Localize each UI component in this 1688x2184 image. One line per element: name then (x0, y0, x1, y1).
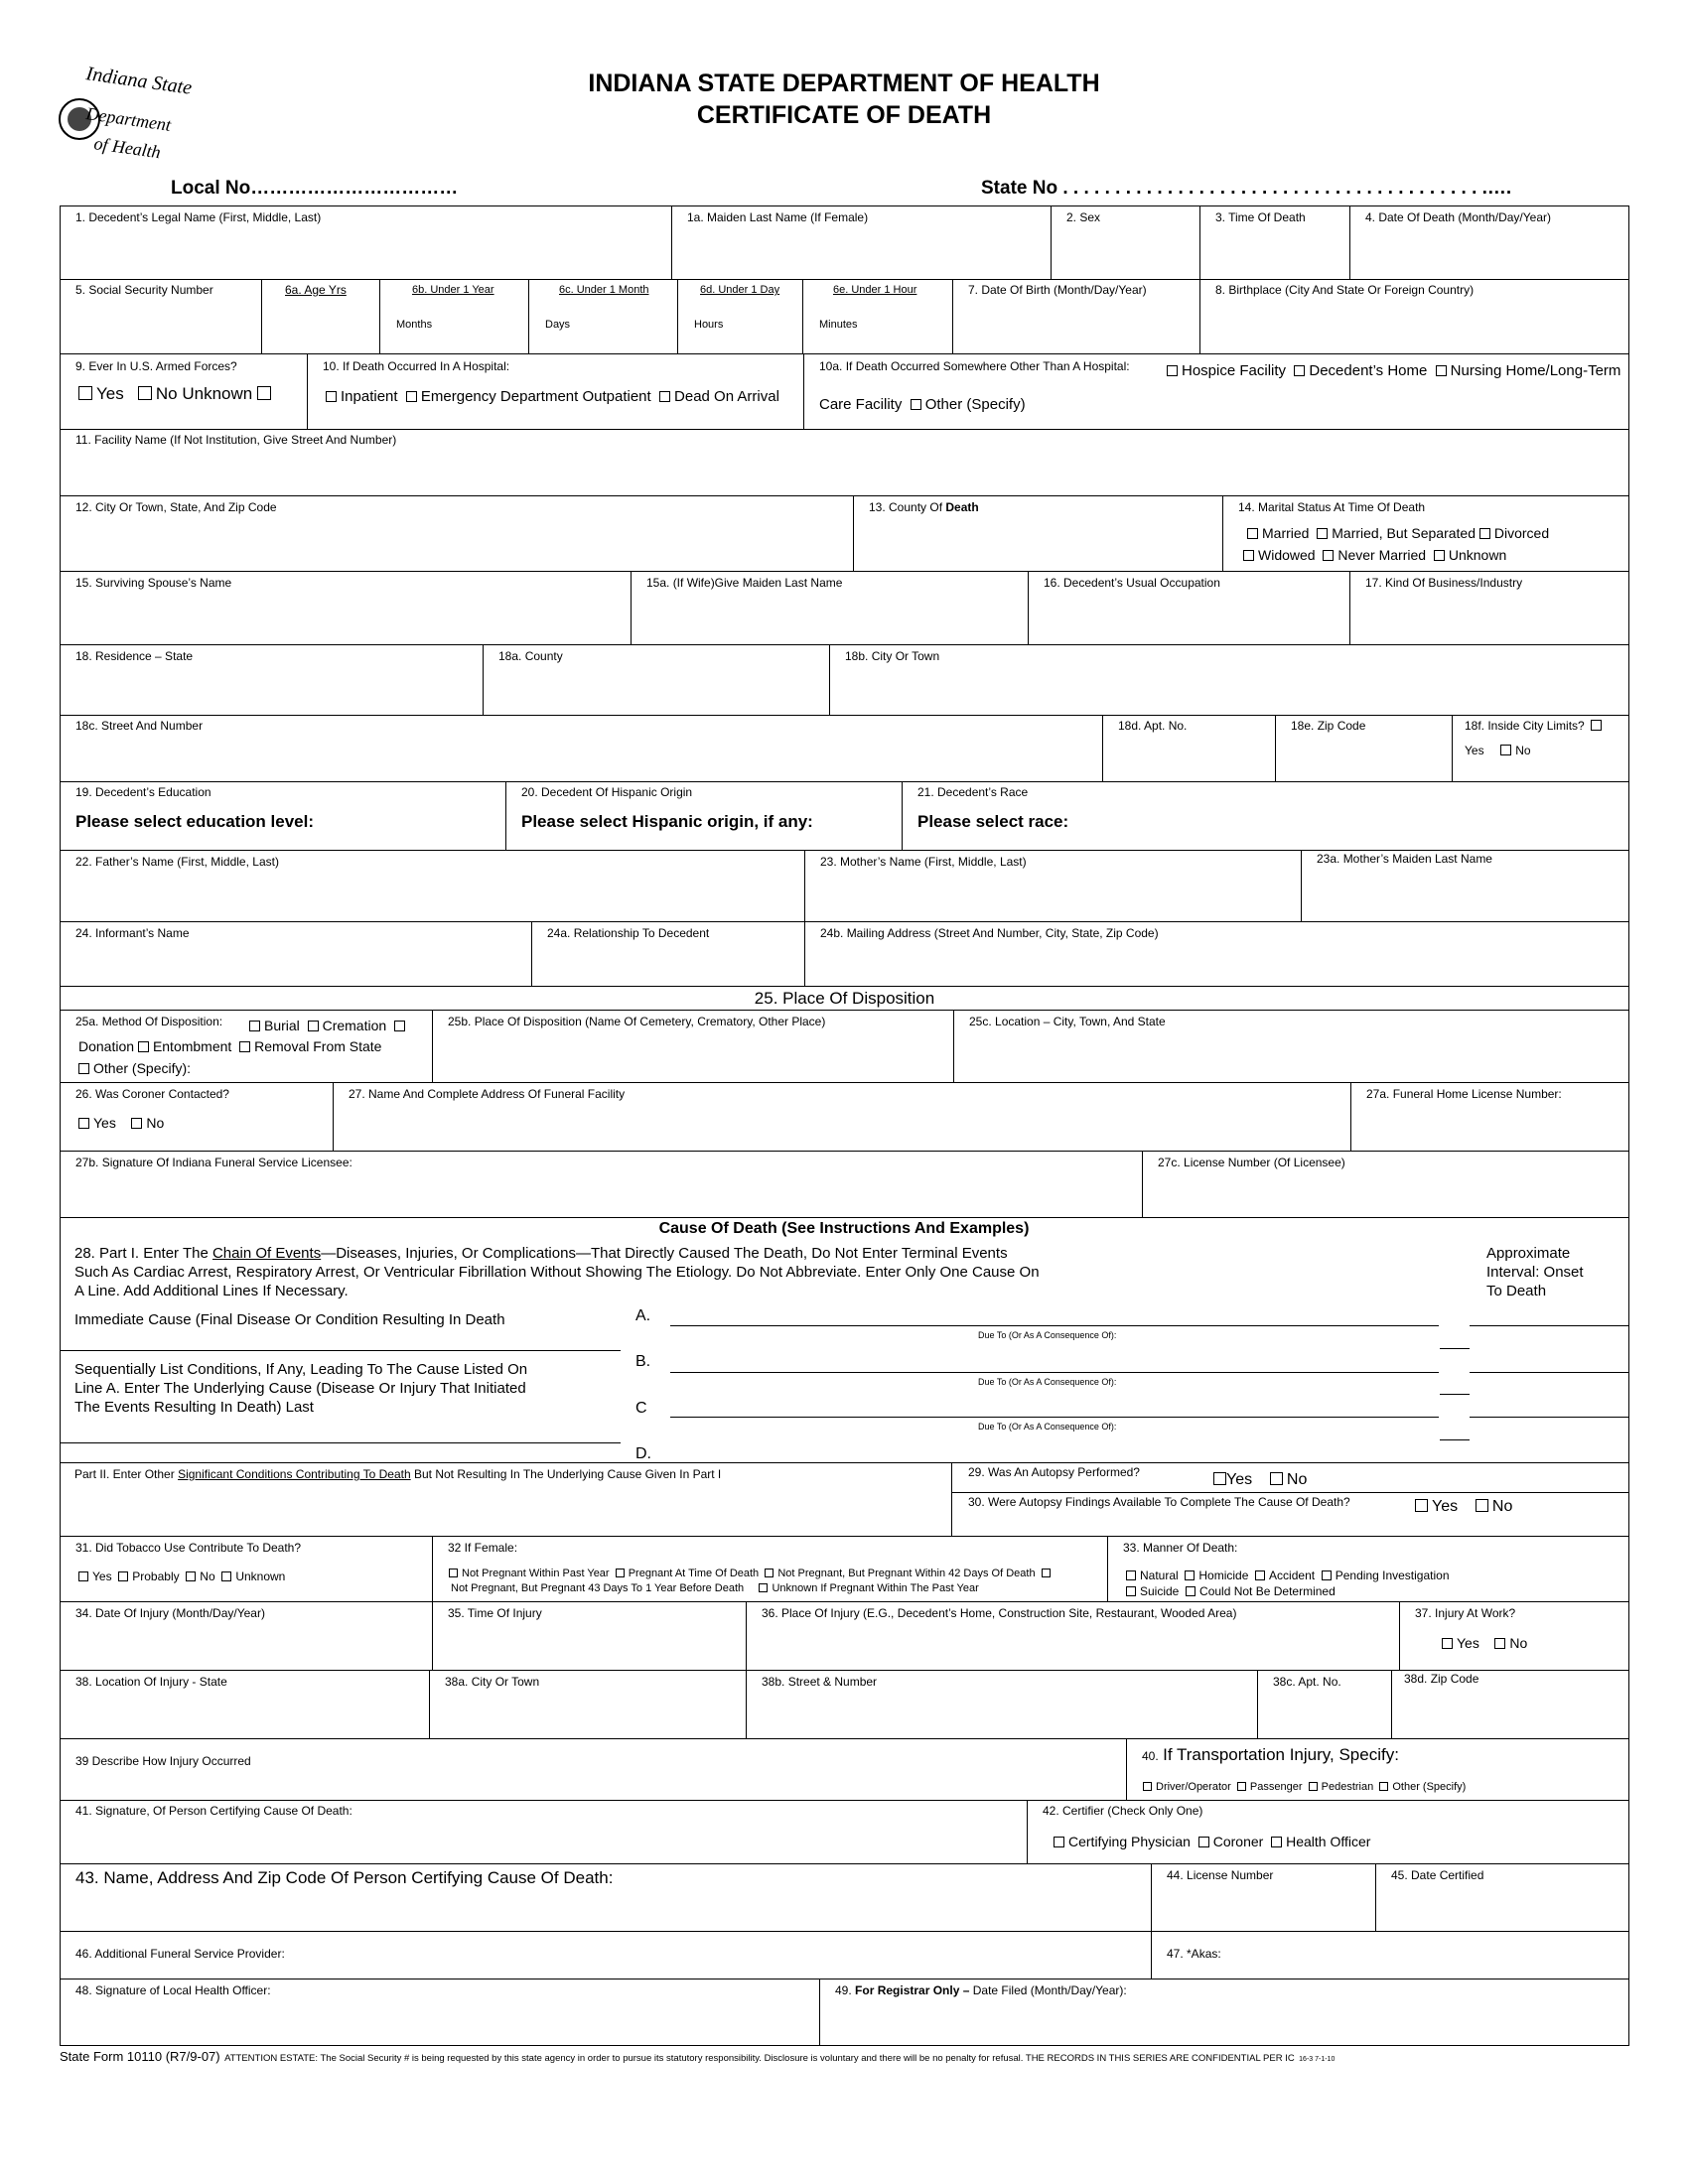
separated-checkbox[interactable] (1317, 528, 1328, 539)
armed-yes-checkbox[interactable] (78, 386, 92, 400)
field-mailing-address[interactable]: 24b. Mailing Address (Street And Number, City, State, Zip Code) (804, 921, 1629, 987)
field-inside-city-limits: 18f. Inside City Limits? Yes No (1452, 715, 1629, 782)
divorced-checkbox[interactable] (1479, 528, 1490, 539)
pregnant-42-days-checkbox[interactable] (765, 1569, 774, 1577)
field-hispanic-origin[interactable]: 20. Decedent Of Hispanic Origin Please select Hispanic origin, if any: (505, 781, 903, 851)
interval-divider-c (1440, 1439, 1470, 1440)
field-injury-state[interactable]: 38. Location Of Injury - State (60, 1670, 430, 1739)
entombment-checkbox[interactable] (138, 1041, 149, 1052)
field-disposition-method: 25a. Method Of Disposition: Burial Cremation Donation Entombment Removal From State Other (Specify): (60, 1010, 433, 1083)
line-c-letter: C (635, 1400, 647, 1417)
field-date-of-death[interactable]: 4. Date Of Death (Month/Day/Year) (1349, 205, 1629, 280)
pedestrian-checkbox[interactable] (1309, 1782, 1318, 1791)
field-other-than-hospital: 10a. If Death Occurred Somewhere Other Than A Hospital: Hospice Facility Decedent’s Home Nursing Home/Long-Term Care Facility Other (Specify) (803, 353, 1629, 430)
due-to-b: Due To (Or As A Consequence Of): (978, 1377, 1117, 1387)
findings-no-checkbox[interactable] (1476, 1499, 1488, 1512)
burial-checkbox[interactable] (249, 1021, 260, 1031)
field-hospital-death: 10. If Death Occurred In A Hospital: Inpatient Emergency Department Outpatient Dead On Arrival (307, 353, 804, 430)
removal-checkbox[interactable] (239, 1041, 250, 1052)
part2-label: Part II. Enter Other Significant Conditions Contributing To Death But Not Resulting In The Underlying Cause Given In Part I (74, 1467, 722, 1481)
cause-line-c[interactable] (670, 1417, 1439, 1418)
work-yes-checkbox[interactable] (1442, 1638, 1453, 1649)
autopsy-question: 29. Was An Autopsy Performed? (968, 1465, 1140, 1479)
field-facility-name[interactable]: 11. Facility Name (If Not Institution, Give Street And Number) (60, 429, 1629, 496)
cremation-checkbox[interactable] (308, 1021, 319, 1031)
field-injury-city[interactable]: 38a. City Or Town (429, 1670, 747, 1739)
field-certifier-type: 42. Certifier (Check Only One) Certifying Physician Coroner Health Officer (1027, 1800, 1629, 1864)
interval-line-c[interactable] (1470, 1417, 1628, 1418)
field-akas[interactable]: 47. *Akas: (1151, 1931, 1629, 1979)
line-d-letter: D. (635, 1445, 651, 1462)
married-checkbox[interactable] (1247, 528, 1258, 539)
field-funeral-facility[interactable]: 27. Name And Complete Address Of Funeral Facility (333, 1082, 1351, 1152)
interval-divider-b (1440, 1394, 1470, 1395)
field-tobacco: 31. Did Tobacco Use Contribute To Death? Yes Probably No Unknown (60, 1536, 433, 1602)
svg-text:Indiana State: Indiana State (84, 63, 194, 99)
findings-yes-checkbox[interactable] (1415, 1499, 1428, 1512)
line-b-letter: B. (635, 1353, 651, 1370)
field-pregnancy: 32 If Female: Not Pregnant Within Past Year Pregnant At Time Of Death Not Pregnant, But Pregnant Within 42 Days Of Death Not Pregnant, But Pregnant 43 Days To 1 Year Before Death Unknown If Pregnant Within The Past Year (432, 1536, 1108, 1602)
part2-divider (951, 1462, 952, 1537)
field-date-of-birth[interactable]: 7. Date Of Birth (Month/Day/Year) (952, 279, 1200, 354)
cause-line-b[interactable] (670, 1372, 1439, 1373)
field-street-number[interactable]: 18c. Street And Number (60, 715, 1103, 782)
autopsy-options: Yes No (1213, 1471, 1307, 1489)
onset-interval-heading: Approximate Interval: Onset To Death (1486, 1245, 1584, 1299)
footer-notice: State Form 10110 (R7/9-07) ATTENTION ESTATE: The Social Security # is being requested by this state agency in order to pursue its statutory responsibility. Disclosure is voluntary and there will be no penalty for refusal. THE RECORDS IN THIS SERIES ARE CONFIDENTIAL PER IC 16-3 7-1-10 (60, 2049, 1336, 2064)
field-certifier-license[interactable]: 44. License Number (1151, 1863, 1376, 1932)
interval-line-b[interactable] (1470, 1372, 1628, 1373)
autopsy-yes-checkbox[interactable] (1213, 1472, 1226, 1485)
field-disposition-location[interactable]: 25c. Location – City, Town, And State (953, 1010, 1629, 1083)
state-number: State No . . . . . . . . . . . . . . . . . . . . . . . . . . . . . . . . . . . . . . . . .…. (981, 178, 1512, 199)
field-date-filed[interactable]: 49. For Registrar Only – Date Filed (Month/Day/Year): (819, 1979, 1629, 2046)
inpatient-checkbox[interactable] (326, 391, 337, 402)
undetermined-checkbox[interactable] (1186, 1586, 1196, 1596)
field-birthplace[interactable]: 8. Birthplace (City And State Or Foreign Country) (1199, 279, 1629, 354)
nursing-home-checkbox[interactable] (1436, 365, 1447, 376)
field-sex[interactable]: 2. Sex (1051, 205, 1200, 280)
field-education[interactable]: 19. Decedent’s Education Please select education level: (60, 781, 506, 851)
immediate-cause-divider (60, 1350, 621, 1351)
field-disposition-place[interactable]: 25b. Place Of Disposition (Name Of Cemetery, Crematory, Other Place) (432, 1010, 954, 1083)
field-certifier-signature[interactable]: 41. Signature, Of Person Certifying Cause Of Death: (60, 1800, 1028, 1864)
widowed-checkbox[interactable] (1243, 550, 1254, 561)
pregnant-at-death-checkbox[interactable] (616, 1569, 625, 1577)
sequential-conditions-label: Sequentially List Conditions, If Any, Leading To The Cause Listed On Line A. Enter The Underlying Cause (Disease Or Injury That Initiated The Events Resulting In Death) Last (74, 1361, 528, 1416)
field-injury-apt[interactable]: 38c. Apt. No. (1257, 1670, 1392, 1739)
passenger-checkbox[interactable] (1237, 1782, 1246, 1791)
immediate-cause-label: Immediate Cause (Final Disease Or Condition Resulting In Death (74, 1311, 505, 1328)
form-title-line1: INDIANA STATE DEPARTMENT OF HEALTH (588, 69, 1100, 97)
natural-checkbox[interactable] (1126, 1570, 1136, 1580)
transport-other-checkbox[interactable] (1379, 1782, 1388, 1791)
field-injury-zip[interactable]: 38d. Zip Code (1391, 1670, 1629, 1739)
interval-line-a[interactable] (1470, 1325, 1628, 1326)
decedent-home-checkbox[interactable] (1294, 365, 1305, 376)
never-married-checkbox[interactable] (1323, 550, 1334, 561)
field-date-of-injury[interactable]: 34. Date Of Injury (Month/Day/Year) (60, 1601, 433, 1671)
field-residence-county[interactable]: 18a. County (483, 644, 830, 716)
local-number: Local No…………………………… (171, 178, 459, 199)
field-date-certified[interactable]: 45. Date Certified (1375, 1863, 1629, 1932)
education-select[interactable]: Please select education level: (75, 812, 315, 831)
part2-top-border (60, 1462, 1629, 1463)
field-additional-funeral-provider[interactable]: 46. Additional Funeral Service Provider: (60, 1931, 1152, 1979)
pregnancy-unknown-checkbox[interactable] (759, 1583, 768, 1592)
tobacco-probably-checkbox[interactable] (118, 1571, 128, 1581)
dead-on-arrival-checkbox[interactable] (659, 391, 670, 402)
field-father-name[interactable]: 22. Father’s Name (First, Middle, Last) (60, 850, 805, 922)
disposition-section-header: 25. Place Of Disposition (60, 986, 1629, 1011)
field-informant-name[interactable]: 24. Informant’s Name (60, 921, 532, 987)
field-health-officer-signature[interactable]: 48. Signature of Local Health Officer: (60, 1979, 820, 2046)
other-place-checkbox[interactable] (911, 399, 921, 410)
accident-checkbox[interactable] (1255, 1570, 1265, 1580)
health-officer-checkbox[interactable] (1271, 1837, 1282, 1847)
field-marital-status: 14. Marital Status At Time Of Death Married Married, But Separated Divorced Widowed Never Married Unknown (1222, 495, 1629, 572)
part1-instructions: 28. Part I. Enter The Chain Of Events—Diseases, Injuries, Or Complications—That Directly Caused The Death, Do Not Enter Terminal Events Such As Cardiac Arrest, Respiratory Arrest, Or Ventricular Fibrillation Without Showing The Etiology. Do Not Abbreviate. Enter Only One Cause On A Line. Add Additional Lines If Necessary. (74, 1245, 1040, 1299)
field-mother-maiden-name[interactable]: 23a. Mother’s Maiden Last Name (1301, 850, 1629, 922)
hospice-checkbox[interactable] (1167, 365, 1178, 376)
coroner-checkbox[interactable] (1198, 1837, 1209, 1847)
armed-unknown-checkbox[interactable] (257, 386, 271, 400)
city-limits-no-checkbox[interactable] (1500, 745, 1511, 755)
field-coroner-contacted: 26. Was Coroner Contacted? Yes No (60, 1082, 334, 1152)
work-no-checkbox[interactable] (1494, 1638, 1505, 1649)
field-how-injury-occurred[interactable]: 39 Describe How Injury Occurred (60, 1738, 1127, 1801)
suicide-checkbox[interactable] (1126, 1586, 1136, 1596)
driver-checkbox[interactable] (1143, 1782, 1152, 1791)
autopsy-no-checkbox[interactable] (1270, 1472, 1283, 1485)
field-residence-state[interactable]: 18. Residence – State (60, 644, 484, 716)
autopsy-findings-question: 30. Were Autopsy Findings Available To Complete The Cause Of Death? (968, 1495, 1350, 1509)
field-race[interactable]: 21. Decedent’s Race Please select race: (902, 781, 1629, 851)
field-apt-no[interactable]: 18d. Apt. No. (1102, 715, 1276, 782)
field-mother-name[interactable]: 23. Mother’s Name (First, Middle, Last) (804, 850, 1302, 922)
autopsy-divider (951, 1492, 1629, 1493)
tobacco-yes-checkbox[interactable] (78, 1571, 88, 1581)
donation-checkbox[interactable] (394, 1021, 405, 1031)
field-under-1-day[interactable]: 6d. Under 1 Day Hours (677, 279, 803, 354)
pregnant-43-days-checkbox[interactable] (1042, 1569, 1051, 1577)
field-residence-city[interactable]: 18b. City Or Town (829, 644, 1629, 716)
marital-unknown-checkbox[interactable] (1434, 550, 1445, 561)
coroner-yes-checkbox[interactable] (78, 1118, 89, 1129)
svg-text:Department: Department (84, 103, 173, 135)
field-informant-relationship[interactable]: 24a. Relationship To Decedent (531, 921, 805, 987)
field-funeral-license[interactable]: 27a. Funeral Home License Number: (1350, 1082, 1629, 1152)
field-manner-of-death: 33. Manner Of Death: Natural Homicide Accident Pending Investigation Suicide Could Not Be Determined (1107, 1536, 1629, 1602)
field-time-of-injury[interactable]: 35. Time Of Injury (432, 1601, 747, 1671)
field-city-state-zip[interactable]: 12. City Or Town, State, And Zip Code (60, 495, 854, 572)
coroner-no-checkbox[interactable] (131, 1118, 142, 1129)
svg-text:of Health: of Health (92, 133, 163, 163)
field-funeral-licensee-signature[interactable]: 27b. Signature Of Indiana Funeral Service Licensee: (60, 1151, 1143, 1218)
tobacco-unknown-checkbox[interactable] (221, 1571, 231, 1581)
field-business-industry[interactable]: 17. Kind Of Business/Industry (1349, 571, 1629, 645)
tobacco-no-checkbox[interactable] (186, 1571, 196, 1581)
field-county-of-death[interactable]: 13. County Of Death (853, 495, 1223, 572)
field-licensee-number[interactable]: 27c. License Number (Of Licensee) (1142, 1151, 1629, 1218)
homicide-checkbox[interactable] (1185, 1570, 1195, 1580)
field-zip-code[interactable]: 18e. Zip Code (1275, 715, 1453, 782)
form-title-line2: CERTIFICATE OF DEATH (696, 101, 992, 129)
field-ssn[interactable]: 5. Social Security Number (60, 279, 262, 354)
interval-divider-a (1440, 1348, 1470, 1349)
field-spouse-maiden-name[interactable]: 15a. (If Wife)Give Maiden Last Name (631, 571, 1029, 645)
field-transportation-injury: 40. If Transportation Injury, Specify: Driver/Operator Passenger Pedestrian Other (Specify) (1126, 1738, 1629, 1801)
field-under-1-hour[interactable]: 6e. Under 1 Hour Minutes (802, 279, 953, 354)
due-to-a: Due To (Or As A Consequence Of): (978, 1330, 1117, 1340)
autopsy-findings-options: Yes No (1415, 1498, 1512, 1516)
field-under-1-year[interactable]: 6b. Under 1 Year Months (379, 279, 529, 354)
field-injury-street[interactable]: 38b. Street & Number (746, 1670, 1258, 1739)
city-limits-yes-checkbox[interactable] (1591, 720, 1602, 731)
field-age-years[interactable]: 6a. Age Yrs (261, 279, 380, 354)
field-injury-at-work: 37. Injury At Work? Yes No (1399, 1601, 1629, 1671)
field-under-1-month[interactable]: 6c. Under 1 Month Days (528, 279, 678, 354)
field-maiden-name[interactable]: 1a. Maiden Last Name (If Female) (671, 205, 1052, 280)
race-select[interactable]: Please select race: (917, 812, 1069, 831)
field-place-of-injury[interactable]: 36. Place Of Injury (E.G., Decedent’s Home, Construction Site, Restaurant, Wooded Area) (746, 1601, 1400, 1671)
hispanic-select[interactable]: Please select Hispanic origin, if any: (521, 812, 813, 831)
field-time-of-death[interactable]: 3. Time Of Death (1199, 205, 1350, 280)
cause-of-death-title: Cause Of Death (See Instructions And Examples) (658, 1220, 1030, 1237)
certifying-physician-checkbox[interactable] (1054, 1837, 1064, 1847)
field-armed-forces: 9. Ever In U.S. Armed Forces? Yes No Unknown (60, 353, 308, 430)
pending-checkbox[interactable] (1322, 1570, 1332, 1580)
disposition-other-checkbox[interactable] (78, 1063, 89, 1074)
sequential-conditions-divider (60, 1442, 621, 1443)
field-legal-name[interactable]: 1. Decedent’s Legal Name (First, Middle, Last) (60, 205, 672, 280)
line-a-letter: A. (635, 1307, 651, 1324)
cause-line-a[interactable] (670, 1325, 1439, 1326)
field-spouse-name[interactable]: 15. Surviving Spouse’s Name (60, 571, 632, 645)
emergency-checkbox[interactable] (406, 391, 417, 402)
armed-no-checkbox[interactable] (138, 386, 152, 400)
field-certifier-name-address[interactable]: 43. Name, Address And Zip Code Of Person Certifying Cause Of Death: (60, 1863, 1152, 1932)
field-occupation[interactable]: 16. Decedent’s Usual Occupation (1028, 571, 1350, 645)
not-pregnant-past-year-checkbox[interactable] (449, 1569, 458, 1577)
due-to-c: Due To (Or As A Consequence Of): (978, 1422, 1117, 1432)
